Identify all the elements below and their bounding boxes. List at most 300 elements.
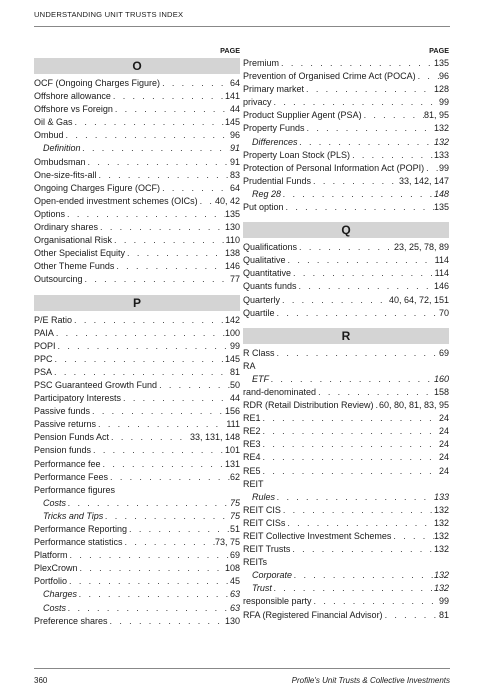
entry-term: Quants funds [243, 281, 297, 292]
entry-term: Ombudsman [34, 156, 86, 167]
entry-pages: 111 [226, 419, 240, 430]
entry-pages: 51 [229, 524, 240, 534]
index-entry [34, 208, 240, 221]
index-entry [243, 465, 449, 478]
dot-leader [281, 188, 434, 201]
entry-pages: 63 [229, 602, 240, 613]
index-entry [243, 294, 449, 307]
entry-term: Prudential Funds [243, 175, 312, 186]
entry-pages: 63 [229, 589, 240, 600]
index-entry [34, 90, 240, 103]
index-entry [34, 247, 240, 260]
entry-term: Oil & Gas [34, 117, 73, 128]
index-entry [34, 418, 240, 431]
entry-term: Prevention of Organised Crime Act (POCA) [243, 71, 416, 82]
entry-term: Ombud [34, 130, 64, 141]
dot-leader [108, 615, 225, 628]
index-entry [243, 478, 449, 491]
dot-leader [350, 149, 434, 162]
dot-leader [424, 162, 439, 175]
entry-term: REIT CIS [243, 504, 281, 515]
index-entry [34, 169, 240, 182]
dot-leader [272, 96, 439, 109]
index-subentry [243, 373, 449, 386]
index-entry [243, 504, 449, 517]
index-column-left [34, 44, 240, 628]
dot-leader [286, 254, 435, 267]
entry-term: Performance Reporting [34, 524, 128, 534]
entry-pages: 160 [433, 373, 449, 384]
dot-leader [127, 523, 230, 536]
index-entry [243, 556, 449, 569]
index-entry [34, 353, 240, 366]
header-rule [34, 26, 450, 27]
index-entry [34, 484, 240, 497]
dot-leader [272, 582, 434, 595]
entry-pages: 73, 75 [214, 537, 240, 548]
entry-pages: 40, 42 [214, 195, 240, 206]
entry-pages: 141 [224, 91, 240, 102]
dot-leader [290, 543, 434, 556]
entry-term: privacy [243, 97, 272, 108]
index-entry [243, 517, 449, 530]
index-entry [34, 340, 240, 353]
dot-leader [54, 327, 225, 340]
index-entry [243, 241, 449, 254]
index-entry [243, 543, 449, 556]
entry-pages: 145 [224, 353, 240, 364]
index-entry [243, 399, 449, 412]
index-entry [34, 523, 240, 536]
section-gap [243, 214, 449, 221]
index-subentry [243, 491, 449, 504]
index-column-right [243, 44, 449, 622]
index-entry [34, 458, 240, 471]
index-entry [34, 129, 240, 142]
entry-pages: 24 [438, 452, 449, 463]
entry-pages: 132 [433, 544, 449, 555]
index-entry [34, 615, 240, 628]
index-entry [243, 595, 449, 608]
dot-leader [316, 386, 434, 399]
index-entry [34, 575, 240, 588]
entry-pages: 132 [433, 517, 449, 528]
entry-term: RE2 [243, 426, 261, 437]
dot-leader [261, 412, 439, 425]
dot-leader [73, 116, 225, 129]
index-entry [34, 156, 240, 169]
entry-term: Ongoing Charges Figure (OCF) [34, 182, 161, 193]
entry-pages: 96 [229, 130, 240, 141]
entry-pages: 44 [229, 104, 240, 115]
entry-term: Performance fee [34, 458, 101, 469]
entry-pages: 64 [229, 182, 240, 193]
index-entry [34, 562, 240, 575]
index-entry [34, 103, 240, 116]
dot-leader [108, 471, 230, 484]
dot-leader [103, 510, 230, 523]
footer-rule [34, 668, 450, 669]
entry-pages: 40, 64, 72, 151 [388, 294, 449, 305]
entry-pages: 156 [224, 406, 240, 417]
dot-leader [298, 136, 434, 149]
section-letter-heading: R [243, 328, 449, 344]
entry-term: Put option [243, 202, 284, 213]
entry-pages: 135 [433, 202, 449, 213]
entry-pages: 50 [229, 379, 240, 390]
dot-leader [292, 569, 434, 582]
entry-pages: 146 [433, 281, 449, 292]
entry-term: Other Specialist Equity [34, 248, 126, 259]
index-entry [34, 471, 240, 484]
running-title: UNDERSTANDING UNIT TRUSTS INDEX [34, 10, 184, 19]
index-entry [243, 347, 449, 360]
entry-term: RA [243, 360, 256, 371]
entry-term: ETF [252, 373, 269, 384]
entry-pages: 99 [229, 340, 240, 351]
page-number: 360 [34, 676, 48, 685]
index-entry [243, 109, 449, 122]
entry-pages: 60, 80, 81, 83, 95 [378, 400, 449, 411]
dot-leader [77, 588, 230, 601]
dot-leader [383, 609, 439, 622]
index-entry [34, 260, 240, 273]
publication-title: Profile's Unit Trusts & Collective Investments [291, 676, 450, 685]
entry-term: Quartile [243, 307, 275, 318]
index-entry [243, 122, 449, 135]
dot-leader [123, 536, 215, 549]
section-gap [34, 287, 240, 294]
entry-term: RDR (Retail Distribution Review) [243, 400, 374, 411]
dot-leader [304, 83, 434, 96]
dot-leader [157, 379, 230, 392]
entry-pages: 146 [224, 261, 240, 272]
entry-term: PlexCrown [34, 563, 78, 574]
entry-pages: 133 [433, 149, 449, 160]
index-entry [243, 162, 449, 175]
index-entry [34, 431, 240, 444]
entry-pages: 132 [433, 123, 449, 134]
entry-pages: 142 [224, 314, 240, 325]
entry-term: Product Supplier Agent (PSA) [243, 110, 362, 121]
dot-leader [284, 201, 434, 214]
entry-pages: 114 [434, 255, 449, 266]
dot-leader [198, 195, 215, 208]
index-entry [243, 175, 449, 188]
entry-pages: 24 [438, 465, 449, 476]
dot-leader [114, 260, 225, 273]
index-entry [34, 234, 240, 247]
index-subentry [243, 582, 449, 595]
entry-term: PAIA [34, 327, 54, 338]
entry-term: responsible party [243, 596, 312, 607]
entry-pages: 132 [433, 504, 449, 515]
index-entry [34, 77, 240, 90]
entry-pages: 96 [438, 71, 449, 82]
index-subentry [34, 497, 240, 510]
section-letter-heading: P [34, 295, 240, 311]
dot-leader [297, 280, 434, 293]
entry-term: Property Funds [243, 123, 305, 134]
entry-pages: 77 [229, 274, 240, 285]
entry-pages: 33, 142, 147 [398, 175, 449, 186]
dot-leader [91, 444, 225, 457]
entry-pages: 128 [433, 84, 449, 95]
dot-leader [416, 70, 439, 83]
entry-term: RE5 [243, 465, 261, 476]
index-subentry [34, 602, 240, 615]
index-entry [243, 267, 449, 280]
index-entry [243, 451, 449, 464]
index-entry [243, 201, 449, 214]
index-entry [34, 405, 240, 418]
dot-leader [68, 549, 230, 562]
entry-pages: 62 [229, 471, 240, 482]
index-entry [34, 116, 240, 129]
entry-pages: 44 [229, 393, 240, 404]
dot-leader [362, 109, 424, 122]
dot-leader [72, 314, 225, 327]
entry-term: Protection of Personal Information Act (POPI) [243, 162, 425, 173]
entry-term: REIT [243, 478, 264, 489]
dot-leader [52, 366, 230, 379]
entry-term: Performance statistics [34, 537, 123, 548]
dot-leader [125, 247, 225, 260]
index-subentry [243, 188, 449, 201]
entry-term: Platform [34, 550, 68, 561]
dot-leader [83, 273, 230, 286]
dot-leader [269, 373, 434, 386]
entry-pages: 114 [434, 268, 449, 279]
entry-pages: 135 [433, 58, 449, 68]
entry-pages: 70 [438, 307, 449, 318]
entry-term: Premium [243, 58, 280, 68]
entry-pages: 108 [224, 563, 240, 574]
entry-pages: 24 [438, 439, 449, 450]
index-entry [243, 70, 449, 83]
index-entry [243, 57, 449, 70]
entry-term: Charges [43, 589, 78, 600]
entry-term: Primary market [243, 84, 305, 95]
dot-leader [261, 425, 439, 438]
entry-term: Portfolio [34, 576, 68, 587]
index-entry [34, 182, 240, 195]
entry-term: Tricks and Tips [43, 510, 104, 521]
entry-pages: 130 [224, 615, 240, 626]
dot-leader [311, 175, 399, 188]
entry-term: rand-denominated [243, 386, 317, 397]
index-entry [34, 536, 240, 549]
dot-leader [275, 307, 439, 320]
entry-term: Pension funds [34, 445, 92, 456]
entry-pages: 133 [433, 491, 449, 502]
entry-term: POPI [34, 340, 56, 351]
dot-leader [65, 208, 225, 221]
entry-term: PSC Guaranteed Growth Fund [34, 379, 158, 390]
entry-pages: 132 [433, 570, 449, 581]
entry-pages: 148 [433, 188, 449, 199]
entry-pages: 99 [438, 162, 449, 173]
entry-term: Ordinary shares [34, 222, 99, 233]
entry-pages: 110 [225, 235, 240, 246]
dot-leader [66, 497, 230, 510]
entry-pages: 100 [224, 327, 240, 338]
entry-pages: 145 [224, 117, 240, 128]
dot-leader [97, 169, 230, 182]
index-entry [243, 280, 449, 293]
entry-term: Performance Fees [34, 471, 109, 482]
entry-term: Qualifications [243, 242, 298, 253]
entry-term: PPC [34, 353, 53, 364]
page-column-label: PAGE [220, 46, 240, 55]
index-entry [243, 307, 449, 320]
dot-leader [279, 57, 434, 70]
index-entry [34, 549, 240, 562]
index-entry [34, 392, 240, 405]
entry-pages: 131 [224, 458, 240, 469]
entry-term: Rules [252, 491, 276, 502]
entry-pages: 81 [229, 366, 240, 377]
entry-term: RE4 [243, 452, 261, 463]
index-entry [34, 366, 240, 379]
dot-leader [111, 90, 225, 103]
entry-term: Trust [252, 583, 272, 594]
index-entry [34, 195, 240, 208]
entry-term: One-size-fits-all [34, 169, 97, 180]
entry-pages: 24 [438, 413, 449, 424]
index-entry [34, 327, 240, 340]
entry-pages: 138 [224, 248, 240, 259]
dot-leader [101, 458, 225, 471]
entry-term: Performance figures [34, 484, 116, 495]
entry-term: Open-ended investment schemes (OICs) [34, 195, 198, 206]
entry-term: Costs [43, 497, 67, 508]
entry-pages: 69 [229, 550, 240, 561]
dot-leader [305, 122, 434, 135]
index-entry [34, 444, 240, 457]
entry-term: Quarterly [243, 294, 281, 305]
index-entry [243, 83, 449, 96]
dot-leader [112, 234, 226, 247]
entry-pages: 132 [433, 531, 449, 541]
entry-term: Offshore vs Foreign [34, 104, 113, 115]
dot-leader [78, 562, 225, 575]
entry-term: Pension Funds Act [34, 432, 110, 443]
entry-pages: 101 [224, 445, 240, 456]
index-subentry [34, 142, 240, 155]
dot-leader [285, 517, 434, 530]
dot-leader [280, 294, 389, 307]
entry-term: REITs [243, 557, 268, 568]
dot-leader [66, 602, 230, 615]
entry-pages: 135 [224, 208, 240, 219]
page-column-label: PAGE [429, 46, 449, 55]
entry-pages: 45 [229, 576, 240, 587]
entry-pages: 91 [229, 156, 240, 167]
index-entry [243, 96, 449, 109]
dot-leader [261, 451, 439, 464]
entry-pages: 64 [229, 78, 240, 88]
index-entry [243, 425, 449, 438]
dot-leader [261, 465, 439, 478]
dot-leader [90, 405, 225, 418]
entry-pages: 81, 95 [423, 110, 449, 121]
index-entry [34, 221, 240, 234]
dot-leader [56, 340, 230, 353]
entry-term: Participatory Interests [34, 393, 122, 404]
dot-leader [160, 182, 230, 195]
dot-leader [67, 575, 230, 588]
entry-term: Passive returns [34, 419, 97, 430]
entry-term: Definition [43, 143, 81, 154]
dot-leader [53, 353, 225, 366]
entry-term: REIT Collective Investment Schemes [243, 531, 392, 541]
dot-leader [275, 491, 434, 504]
dot-leader [160, 77, 230, 90]
index-entry [34, 379, 240, 392]
entry-term: RE1 [243, 413, 261, 424]
entry-pages: 23, 25, 78, 89 [393, 242, 449, 253]
index-subentry [34, 588, 240, 601]
entry-term: RFA (Registered Financial Advisor) [243, 609, 383, 620]
entry-term: Passive funds [34, 406, 91, 417]
index-entry [243, 530, 449, 543]
index-subentry [243, 136, 449, 149]
index-entry [243, 438, 449, 451]
entry-term: Preference shares [34, 615, 108, 626]
dot-leader [64, 129, 230, 142]
dot-leader [86, 156, 230, 169]
dot-leader [96, 418, 226, 431]
entry-term: Options [34, 208, 66, 219]
dot-leader [312, 595, 439, 608]
entry-pages: 33, 131, 148 [189, 432, 240, 443]
dot-leader [109, 431, 190, 444]
index-subentry [243, 569, 449, 582]
index-entry [243, 609, 449, 622]
entry-pages: 83 [229, 169, 240, 180]
index-subentry [34, 510, 240, 523]
entry-pages: 69 [438, 347, 449, 358]
entry-pages: 132 [433, 583, 449, 594]
entry-pages: 158 [433, 386, 449, 397]
index-entry [243, 386, 449, 399]
dot-leader [121, 392, 230, 405]
entry-term: Offshore allowance [34, 91, 111, 102]
entry-term: Qualitative [243, 255, 286, 266]
entry-pages: 99 [438, 97, 449, 108]
dot-leader [81, 142, 230, 155]
section-letter-heading: O [34, 58, 240, 74]
entry-term: REIT CISs [243, 517, 286, 528]
entry-term: PSA [34, 366, 53, 377]
dot-leader [281, 504, 434, 517]
entry-term: Other Theme Funds [34, 261, 115, 272]
dot-leader [261, 438, 439, 451]
entry-pages: 91 [229, 143, 240, 154]
section-gap [243, 320, 449, 327]
index-entry [243, 360, 449, 373]
entry-term: RE3 [243, 439, 261, 450]
index-entry [243, 254, 449, 267]
entry-term: Organisational Risk [34, 235, 113, 246]
entry-term: Differences [252, 136, 298, 147]
entry-term: Property Loan Stock (PLS) [243, 149, 351, 160]
dot-leader [113, 103, 230, 116]
entry-term: Corporate [252, 570, 293, 581]
dot-leader [98, 221, 225, 234]
entry-term: Reg 28 [252, 188, 282, 199]
